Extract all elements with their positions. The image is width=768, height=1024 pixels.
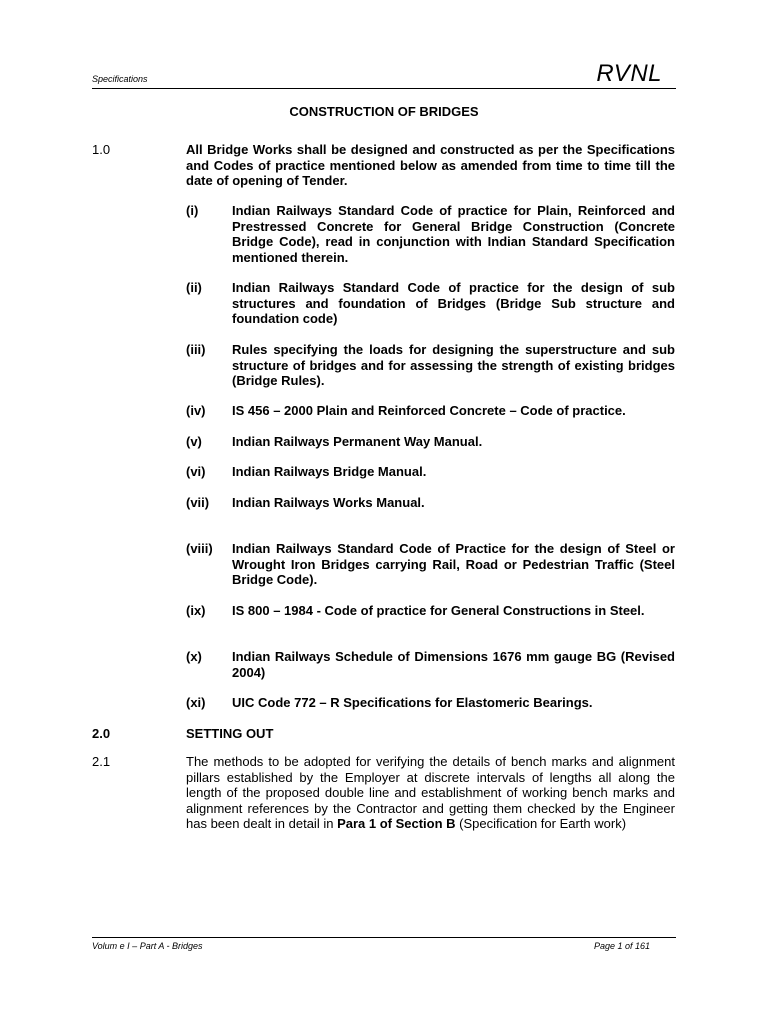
list-item-label: (ii) [186, 280, 202, 295]
list-item-text: Indian Railways Bridge Manual. [232, 464, 427, 479]
paragraph-text: (Specification for Earth work) [455, 816, 627, 831]
list-item-text: Rules specifying the loads for designing the superstructure and sub structure of bridges and for assessing the strength of existing bridges (Bridge Rules). [232, 342, 675, 388]
paragraph-text: The methods to be adopted for verifying the details of bench marks and alignment pillars established by the Employer at discrete intervals of lengths all along the length of the proposed double line and establishment of working bench marks and alignment references by the Contractor and getting them checked by the Engineer has been dealt in detail in [186, 754, 675, 831]
list-item-label: (iii) [186, 342, 206, 357]
list-item-label: (i) [186, 203, 199, 218]
list-item-label: (iv) [186, 403, 206, 418]
list-item-text: Indian Railways Works Manual. [232, 495, 425, 510]
list-item-label: (viii) [186, 541, 213, 556]
paragraph-reference: Para 1 of Section B [337, 816, 456, 831]
section-number: 2.0 [92, 726, 111, 741]
page-number: Page 1 of 161 [593, 941, 650, 951]
header-label: Specifications [92, 74, 148, 84]
list-item-text: Indian Railways Permanent Way Manual. [232, 434, 483, 449]
section-number: 1.0 [92, 142, 111, 157]
document-title: CONSTRUCTION OF BRIDGES [289, 104, 479, 119]
list-item-label: (vi) [186, 464, 206, 479]
list-item-label: (x) [186, 649, 202, 664]
footer-label: Volum e I – Part A - Bridges [92, 941, 203, 951]
header-logo-text: RVNL [596, 60, 662, 87]
list-item-label: (ix) [186, 603, 206, 618]
list-item-label: (xi) [186, 695, 206, 710]
list-item-text: UIC Code 772 – R Specifications for Elastomeric Bearings. [232, 695, 593, 710]
list-item-text: IS 800 – 1984 - Code of practice for General Constructions in Steel. [232, 603, 645, 618]
list-item-label: (v) [186, 434, 202, 449]
section-number: 2.1 [92, 754, 111, 769]
section-paragraph [186, 754, 675, 832]
list-item-label: (vii) [186, 495, 210, 510]
list-item-text: IS 456 – 2000 Plain and Reinforced Concrete – Code of practice. [232, 403, 626, 418]
section-paragraph: All Bridge Works shall be designed and constructed as per the Specifications and Codes of practice mentioned below as amended from time to time till the date of opening of Tender. [186, 142, 675, 188]
list-item-text: Indian Railways Standard Code of practice for the design of sub structures and foundation of Bridges (Bridge Sub structure and foundation code) [232, 280, 675, 326]
list-item-text: Indian Railways Standard Code of practice for Plain, Reinforced and Prestressed Concrete for General Bridge Construction (Concrete Bridge Code), read in conjunction with Indian Standard Specification mentioned therein. [232, 203, 675, 265]
page-header [92, 58, 676, 89]
list-item-text: Indian Railways Schedule of Dimensions 1676 mm gauge BG (Revised 2004) [232, 649, 675, 680]
list-item-text: Indian Railways Standard Code of Practice for the design of Steel or Wrought Iron Bridges carrying Rail, Road or Pedestrian Traffic (Steel Bridge Code). [232, 541, 675, 587]
section-heading: SETTING OUT [186, 726, 274, 741]
page-footer [92, 937, 676, 958]
